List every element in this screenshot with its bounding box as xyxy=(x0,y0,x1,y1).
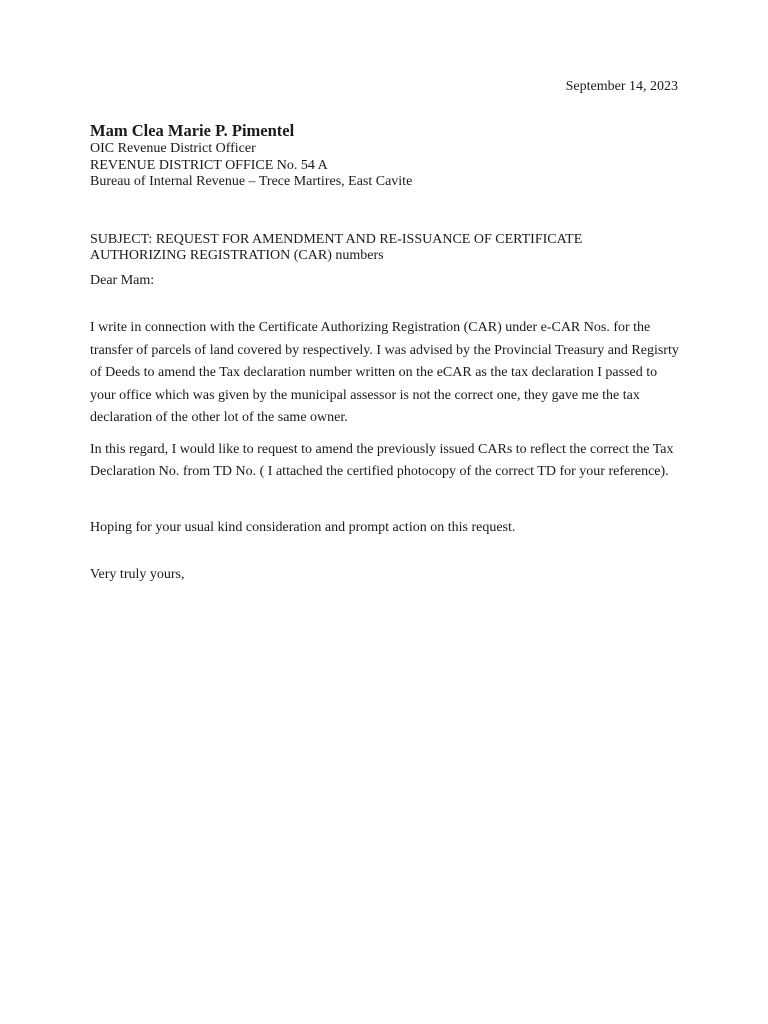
body-paragraph-3: Hoping for your usual kind consideration and prompt action on this request. xyxy=(90,519,516,535)
recipient-block xyxy=(90,121,680,191)
letter-body xyxy=(90,121,680,584)
body-paragraph-2: In this regard, I would like to request to amend the previously issued CARs to reflect the correct the Tax Declaration No. from TD No. ( I attached the certified photocopy of the correct TD for your reference). xyxy=(90,441,674,479)
recipient-bureau: Bureau of Internal Revenue – Trece Martires, East Cavite xyxy=(90,174,413,189)
salutation: Dear Mam: xyxy=(90,272,155,288)
closing: Very truly yours, xyxy=(90,567,185,582)
recipient-title: OIC Revenue District Officer xyxy=(90,141,256,156)
letter-date: September 14, 2023 xyxy=(565,79,678,94)
recipient-name: Mam Clea Marie P. Pimentel xyxy=(90,121,295,140)
body-paragraph-1: I write in connection with the Certificate Authorizing Registration (CAR) under e-CAR Nos. for the transfer of parcels of land covered by respectively. I was advised by the Provincial Treasury and Regisrty of Deeds to amend the Tax declaration number written on the eCAR as the tax declaration I passed to your office which was given by the municipal assessor is not the correct one, they gave me the tax declaration of the other lot of the same owner. xyxy=(90,320,679,425)
subject-line-2: AUTHORIZING REGISTRATION (CAR) numbers xyxy=(90,248,384,263)
recipient-office: REVENUE DISTRICT OFFICE No. 54 A xyxy=(90,157,328,173)
subject-block xyxy=(90,232,680,265)
subject-line-1: SUBJECT: REQUEST FOR AMENDMENT AND RE-ISSUANCE OF CERTIFICATE xyxy=(90,231,583,247)
